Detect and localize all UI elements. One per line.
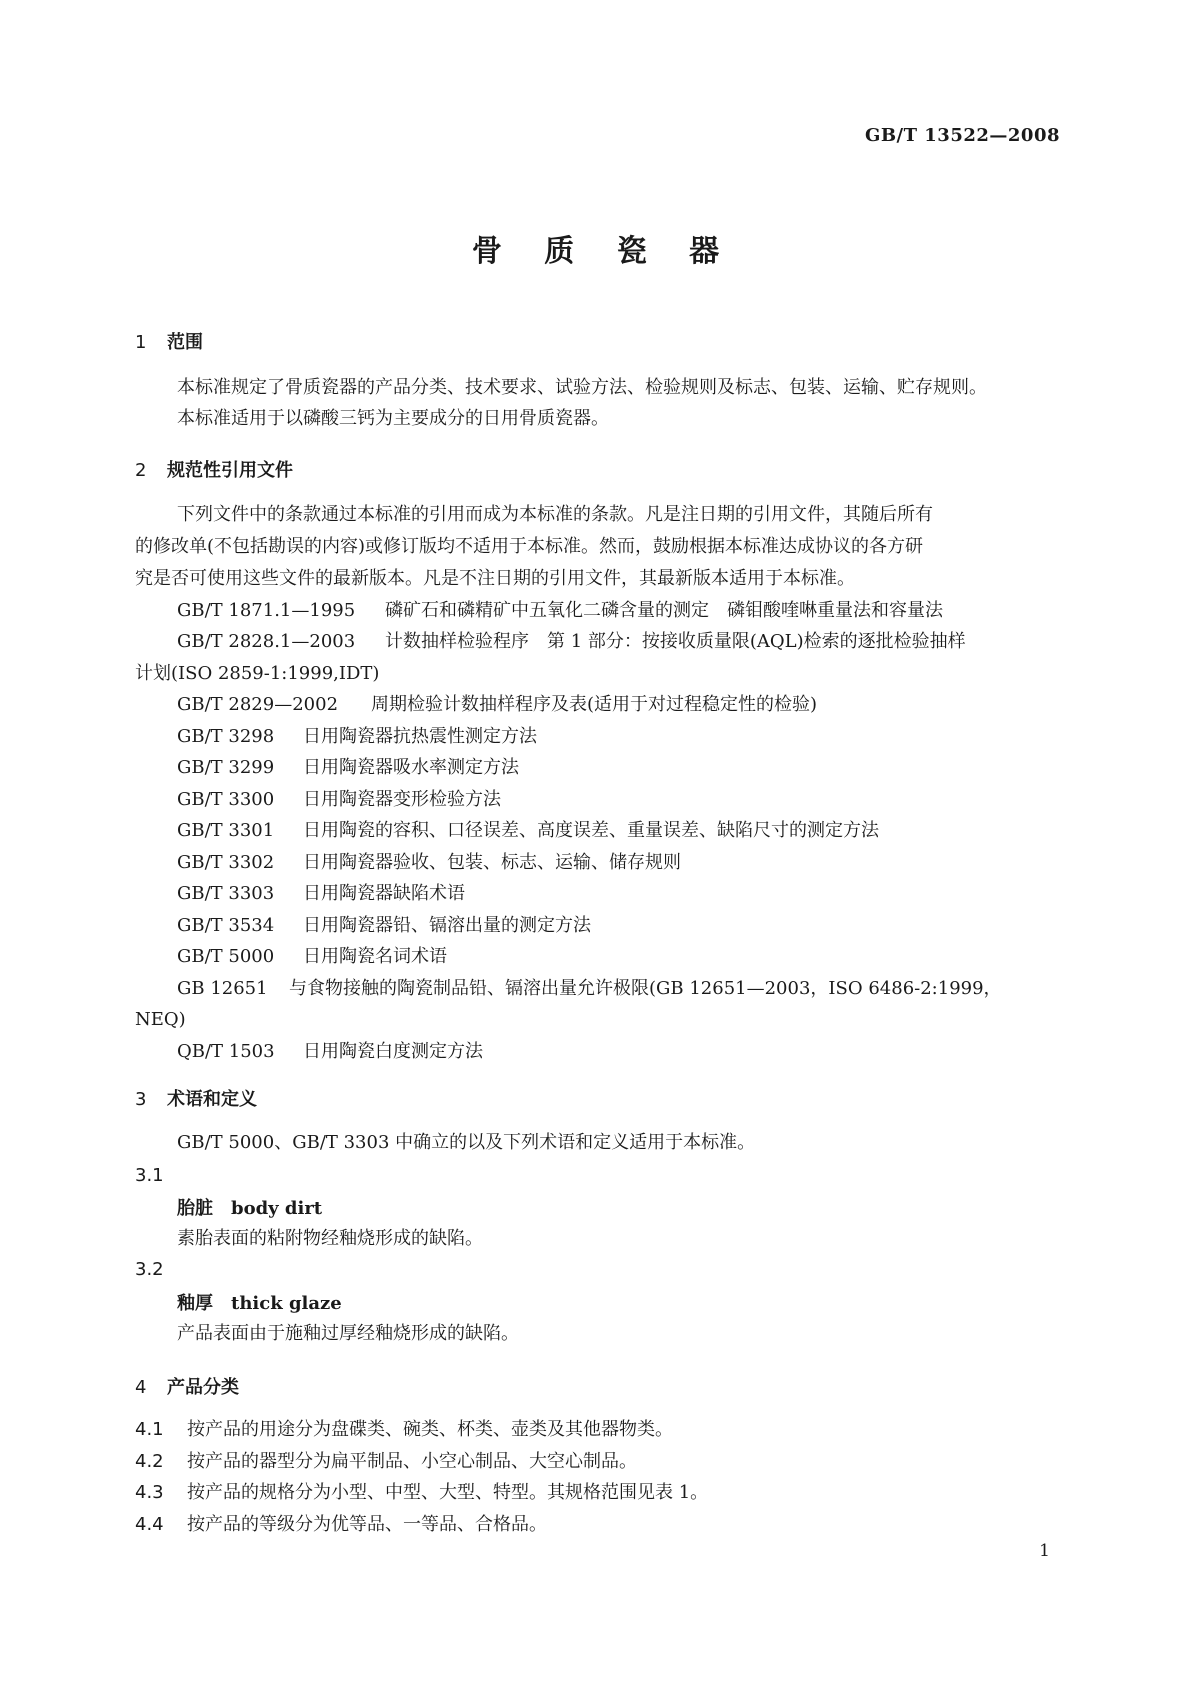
term-english: thick glaze — [231, 1293, 342, 1314]
reference-item — [177, 689, 817, 720]
section-title: 术语和定义 — [167, 1089, 257, 1110]
reference-code: GB/T 3302 — [177, 852, 275, 873]
reference-title: 日用陶瓷名词术语 — [303, 946, 447, 967]
clause-text: 按产品的等级分为优等品、一等品、合格品。 — [187, 1514, 547, 1535]
reference-code: QB/T 1503 — [177, 1041, 275, 1062]
term-number: 3.2 — [135, 1259, 164, 1280]
classification-item — [135, 1477, 708, 1508]
section-1-heading — [135, 328, 203, 354]
standard-code: GB/T 13522—2008 — [864, 125, 1060, 146]
scope-paragraph-1: 本标准规定了骨质瓷器的产品分类、技术要求、试验方法、检验规则及标志、包装、运输、贮存规则。 — [177, 377, 987, 398]
references-intro-line-2: 的修改单(不包括勘误的内容)或修订版均不适用于本标准。然而，鼓励根据本标准达成协议的各方研 — [135, 536, 924, 557]
reference-title: 日用陶瓷器吸水率测定方法 — [303, 757, 519, 778]
term-heading — [177, 1194, 322, 1220]
term-chinese: 胎脏 — [177, 1198, 213, 1219]
references-intro-line-1: 下列文件中的条款通过本标准的引用而成为本标准的条款。凡是注日期的引用文件，其随后所有 — [177, 504, 933, 525]
reference-item — [177, 941, 447, 972]
clause-number: 4.1 — [135, 1419, 164, 1440]
reference-code: GB/T 3534 — [177, 915, 275, 936]
reference-title: 日用陶瓷的容积、口径误差、高度误差、重量误差、缺陷尺寸的测定方法 — [303, 820, 879, 841]
reference-code: GB/T 1871.1—1995 — [177, 600, 356, 621]
reference-item — [177, 878, 465, 909]
reference-title: 日用陶瓷器验收、包装、标志、运输、储存规则 — [303, 852, 681, 873]
clause-number: 4.4 — [135, 1514, 164, 1535]
section-2-heading — [135, 456, 293, 482]
clause-text: 按产品的规格分为小型、中型、大型、特型。其规格范围见表 1。 — [187, 1482, 709, 1503]
section-number: 2 — [135, 460, 147, 481]
scope-paragraph-2: 本标准适用于以磷酸三钙为主要成分的日用骨质瓷器。 — [177, 408, 609, 429]
reference-code: GB/T 2828.1—2003 — [177, 631, 356, 652]
reference-item — [177, 1036, 483, 1067]
reference-title: 周期检验计数抽样程序及表(适用于对过程稳定性的检验) — [371, 694, 818, 715]
section-3-heading — [135, 1085, 257, 1111]
section-4-heading — [135, 1373, 239, 1399]
reference-item — [177, 595, 943, 626]
reference-continuation: 计划(ISO 2859-1:1999,IDT) — [135, 663, 380, 684]
classification-item — [135, 1446, 637, 1477]
reference-item — [177, 973, 1002, 1004]
term-heading — [177, 1289, 342, 1315]
reference-title: 与食物接触的陶瓷制品铅、镉溶出量允许极限(GB 12651—2003，ISO 6486-2:1999， — [289, 978, 1002, 999]
section-number: 1 — [135, 332, 147, 353]
clause-number: 4.2 — [135, 1451, 164, 1472]
reference-item — [177, 847, 681, 878]
section-title: 规范性引用文件 — [167, 460, 293, 481]
reference-title: 日用陶瓷白度测定方法 — [303, 1041, 483, 1062]
term-number: 3.1 — [135, 1165, 164, 1186]
section-title: 产品分类 — [167, 1377, 239, 1398]
reference-title: 日用陶瓷器缺陷术语 — [303, 883, 465, 904]
reference-item — [177, 910, 591, 941]
reference-continuation: NEQ) — [135, 1009, 186, 1030]
reference-code: GB/T 2829—2002 — [177, 694, 339, 715]
section-title: 范围 — [167, 332, 203, 353]
term-chinese: 釉厚 — [177, 1293, 213, 1314]
reference-code: GB 12651 — [177, 978, 268, 999]
clause-number: 4.3 — [135, 1482, 164, 1503]
reference-code: GB/T 3299 — [177, 757, 275, 778]
reference-title: 日用陶瓷器抗热震性测定方法 — [303, 726, 537, 747]
reference-title: 计数抽样检验程序 第 1 部分：按接收质量限(AQL)检索的逐批检验抽样 — [385, 631, 966, 652]
reference-item — [177, 815, 879, 846]
reference-title: 磷矿石和磷精矿中五氧化二磷含量的测定 磷钼酸喹啉重量法和容量法 — [385, 600, 943, 621]
term-definition: 产品表面由于施釉过厚经釉烧形成的缺陷。 — [177, 1323, 519, 1344]
section-number: 3 — [135, 1089, 147, 1110]
terms-intro: GB/T 5000、GB/T 3303 中确立的以及下列术语和定义适用于本标准。 — [177, 1132, 756, 1153]
section-number: 4 — [135, 1377, 147, 1398]
reference-code: GB/T 3298 — [177, 726, 275, 747]
reference-item — [177, 721, 537, 752]
page-number: 1 — [1039, 1541, 1050, 1561]
references-intro-line-3: 究是否可使用这些文件的最新版本。凡是不注日期的引用文件，其最新版本适用于本标准。 — [135, 568, 855, 589]
reference-title: 日用陶瓷器铅、镉溶出量的测定方法 — [303, 915, 591, 936]
reference-code: GB/T 5000 — [177, 946, 275, 967]
term-definition: 素胎表面的粘附物经釉烧形成的缺陷。 — [177, 1228, 483, 1249]
classification-item — [135, 1414, 673, 1445]
reference-code: GB/T 3301 — [177, 820, 275, 841]
reference-item — [177, 784, 501, 815]
reference-title: 日用陶瓷器变形检验方法 — [303, 789, 501, 810]
reference-item — [177, 752, 519, 783]
reference-item — [177, 626, 966, 657]
term-english: body dirt — [231, 1198, 323, 1219]
reference-code: GB/T 3303 — [177, 883, 275, 904]
reference-code: GB/T 3300 — [177, 789, 275, 810]
clause-text: 按产品的器型分为扁平制品、小空心制品、大空心制品。 — [187, 1451, 637, 1472]
clause-text: 按产品的用途分为盘碟类、碗类、杯类、壶类及其他器物类。 — [187, 1419, 673, 1440]
classification-item — [135, 1509, 547, 1540]
document-title: 骨 质 瓷 器 — [471, 234, 736, 269]
